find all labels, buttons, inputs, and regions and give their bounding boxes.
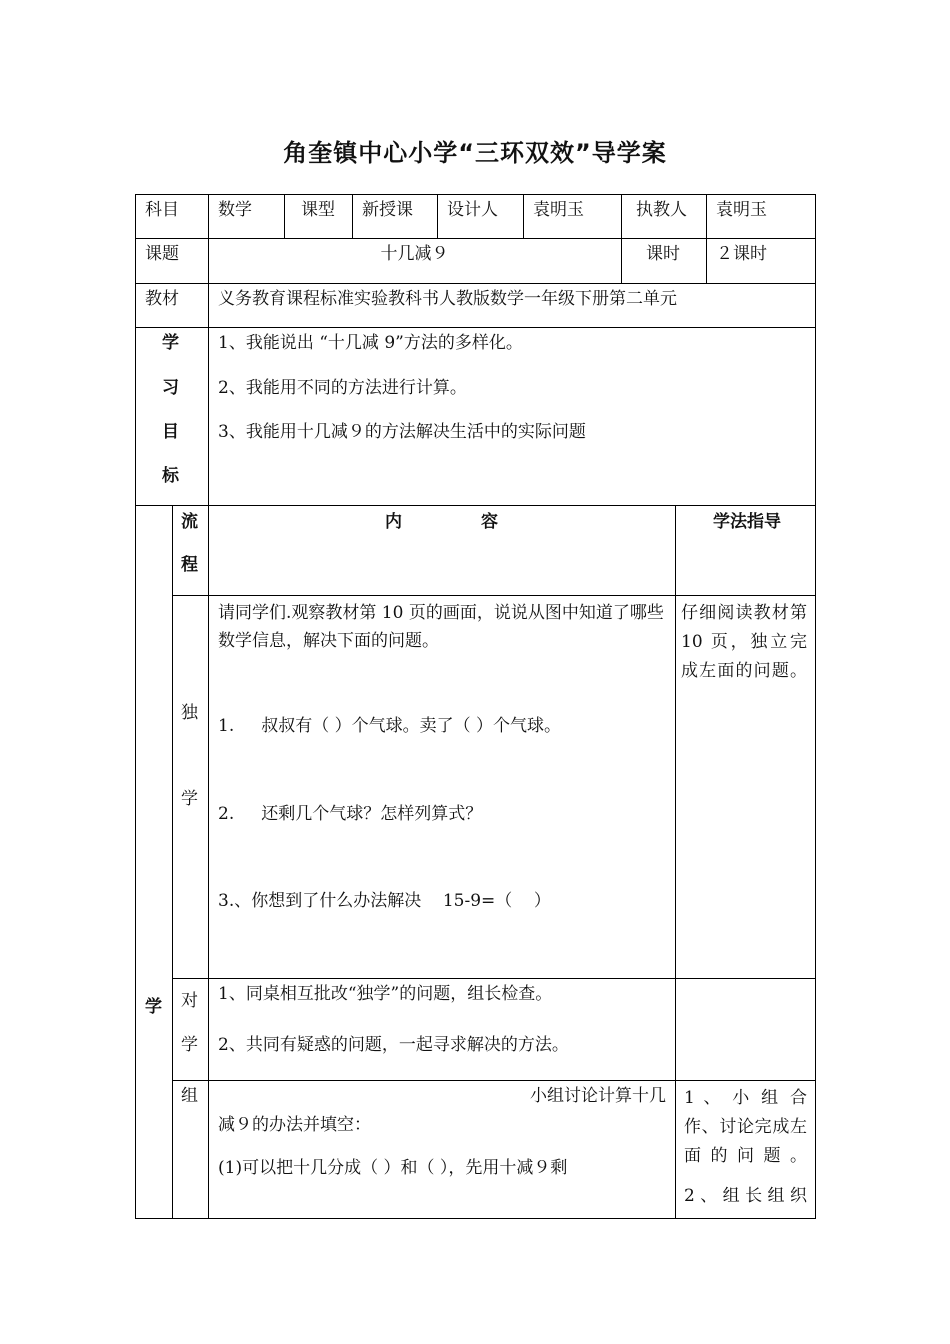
objectives-label-char: 学 (162, 333, 179, 353)
pair-study-label-char: 对 (181, 991, 198, 1011)
group-study-label-char: 组 (181, 1086, 198, 1106)
content-header: 内 (385, 512, 402, 532)
process-header-char: 程 (181, 555, 198, 575)
self-study-question: 3.、你想到了什么办法解决 15-9=（ ） (218, 891, 551, 911)
topic-value: 十几减９ (380, 244, 449, 264)
group-study-text: 小组讨论计算十几 (530, 1086, 666, 1106)
textbook-label: 教材 (145, 289, 179, 309)
objectives-label-char: 标 (162, 466, 179, 486)
self-study-question: 2. 还剩几个气球？怎样列算式？ (218, 804, 483, 824)
objectives-label-char: 目 (162, 422, 179, 442)
group-study-guide: 1 、 小 组 合 作、讨论完成左面的问题。 (684, 1088, 807, 1166)
subject-value: 数学 (218, 200, 252, 220)
group-study-text: 减９的办法并填空： (218, 1115, 371, 1135)
subject-label: 科目 (145, 200, 179, 220)
lesson-type-label: 课型 (301, 200, 335, 220)
guide-header: 学法指导 (713, 512, 781, 532)
page-title: 角奎镇中心小学“三环双效”导学案 (283, 139, 667, 167)
period-value: ２课时 (716, 244, 767, 264)
objective-item: 3、我能用十几减９的方法解决生活中的实际问题 (218, 422, 586, 442)
content-header: 容 (481, 512, 498, 532)
group-study-text: (1)可以把十几分成（ ）和（ ），先用十减９剩 (218, 1158, 568, 1178)
pair-study-item: 1、同桌相互批改“独学”的问题，组长检查。 (218, 984, 553, 1004)
designer-value: 袁明玉 (533, 200, 584, 220)
objective-item: 1、我能说出 “十几减 9”方法的多样化。 (218, 333, 523, 353)
objectives-label-char: 习 (162, 378, 179, 398)
topic-label: 课题 (145, 244, 179, 264)
self-study-guide: 仔细阅读教材第 10 页，独立完成左面的问题。 (681, 603, 807, 681)
self-study-intro: 请同学们.观察教材第 10 页的画面，说说从图中知道了哪些数学信息，解决下面的问题。 (218, 603, 664, 651)
lesson-type-value: 新授课 (362, 200, 413, 220)
textbook-value: 义务教育课程标准实验教科书人教版数学一年级下册第二单元 (218, 289, 677, 309)
objective-item: 2、我能用不同的方法进行计算。 (218, 378, 467, 398)
teacher-label: 执教人 (636, 200, 687, 220)
period-label: 课时 (646, 244, 680, 264)
pair-study-label-char: 学 (181, 1035, 198, 1055)
pair-study-item: 2、共同有疑惑的问题，一起寻求解决的方法。 (218, 1035, 569, 1055)
self-study-question: 1. 叔叔有（ ）个气球。卖了（ ）个气球。 (218, 716, 562, 736)
self-study-label-char: 学 (181, 789, 198, 809)
group-study-guide: 2 、 组 长 组 织 (684, 1186, 807, 1206)
process-header-char: 流 (181, 512, 198, 532)
flow-side-label: 学 (145, 997, 162, 1017)
self-study-label-char: 独 (181, 703, 198, 723)
designer-label: 设计人 (447, 200, 498, 220)
teacher-value: 袁明玉 (716, 200, 767, 220)
